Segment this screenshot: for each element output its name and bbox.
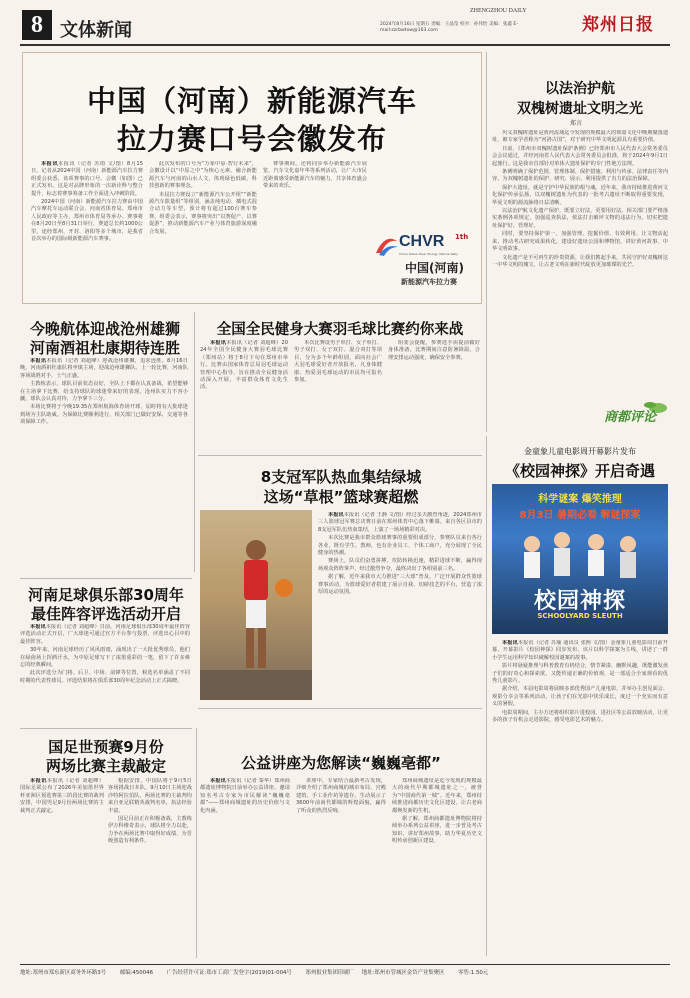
commentary-badge xyxy=(602,400,668,426)
story7-headline-2: 两场比赛主裁敲定 xyxy=(45,757,166,775)
footer-printer: 郑州报业集团印刷厂 xyxy=(305,970,355,976)
story2-headline-2: 河南酒祖杜康期待连胜 xyxy=(29,339,180,357)
basketball-photo xyxy=(200,510,312,700)
story5-body xyxy=(20,624,190,720)
column-divider xyxy=(486,52,487,432)
story5-headline-2: 最佳阵容评选活动开启 xyxy=(30,605,181,623)
logo-cn-line2: 新能源汽车拉力赛 xyxy=(401,278,457,286)
story4-paragraph: 本报讯本报讯（记者 王静 文/图）经过多天激烈角逐，2024郑州市三人篮球冠军赛总决赛日前在郑州体育中心落下帷幕。来自各区县市的8支冠军队伍热血集结，上演了一场场精彩对决。 xyxy=(318,512,482,533)
story3-paragraph: 本报讯本报讯（记者 刘超峰）2024年全国全民健身大赛羽毛球比赛（郑州站）将于8月下旬在郑州市举行。比赛由国家体育总局羽毛球运动管理中心指导，旨在推动全民健身活动深入开展，丰富群众体育文化生活。 xyxy=(200,340,288,391)
story4-paragraph: 据了解，近年来我市大力推进“三大球”普及，广泛开展群众性篮球赛事活动，为篮球爱好者搭建了展示自我、切磋技艺的平台，营造了浓厚的运动氛围。 xyxy=(318,574,482,596)
story5-paragraph: 此次评选分为门将、后卫、中场、前锋等位置，候选名单涵盖了不同时期的代表性球员。评选结果将在俱乐部30周年纪念活动上正式揭晓。 xyxy=(20,670,190,684)
story7-body-col-1 xyxy=(20,778,104,958)
column-divider xyxy=(486,436,487,956)
commentary-headline-1: 以法治护航 xyxy=(545,81,615,97)
footer-bar xyxy=(20,968,670,980)
story5-paragraph: 本报讯本报讯（记者 刘超峰）日前，河南足球俱乐部30周年最佳阵容评选活动正式开启，广大球迷可通过官方平台参与投票，评选出心目中的最佳阵容。 xyxy=(20,624,190,645)
poster-tagline-2: 8月3日 暑期必看 解谜探案 xyxy=(519,510,641,521)
logo-cn-line1: 中国(河南) xyxy=(405,261,464,275)
commentary-paragraph: 保护大遗址，就是守护中华民族的根与魂。近年来，我市持续推进黄河文化保护传承弘扬，以双槐树遗址为代表的一批考古遗址不断取得重要发现，华夏文明的源流脉络日益清晰。 xyxy=(492,184,668,206)
story4-headline-1: 8支冠军队热血集结绿城 xyxy=(260,468,422,486)
story4-paragraph: 赛场上，队员们奋勇拼搏，攻防转换迅速，精彩进球不断，赢得现场观众阵阵掌声。经过激烈争夺，最终决出了各组别前三名。 xyxy=(318,558,482,572)
film-paragraph: 据介绍，本届电影周将展映多部优秀国产儿童电影，并举办主创见面会、观影分享会等系列活动，让孩子们在光影中快乐成长，度过一个充实而有意义的暑假。 xyxy=(492,686,668,708)
lead-body-col-2 xyxy=(149,161,257,299)
logo-subtitle: China Yellow River Energy Vehicle Rally xyxy=(399,252,458,256)
story8-paragraph: 据了解，郑州商都遗址博物院将持续举办系列公益讲座，进一步普及考古知识，讲好郑州故事，助力华夏历史文明传承创新区建设。 xyxy=(392,816,482,845)
story4-headline-2: 这场“草根”篮球赛超燃 xyxy=(263,488,419,506)
commentary-headline-2: 双槐树遗址文明之光 xyxy=(517,101,643,117)
story3-body-col-3 xyxy=(388,340,480,450)
film-poster xyxy=(492,484,668,634)
lead-body-col-3 xyxy=(263,161,367,299)
story7-paragraph: 国足目前正在积极备战，主教练伊万科维奇表示，球队将全力以赴，力争在两场比赛中取得好成绩，为晋级创造有利条件。 xyxy=(108,816,192,845)
commentary-body xyxy=(492,130,668,395)
date-line: 2024年8月16日 星期五 责编：王晶莹 校对：孙伟怡 美编：张鑫 E-mail:zzrbwtxw@163.com xyxy=(380,22,518,33)
footer-postcode: 邮编:450046 xyxy=(119,970,154,976)
story2-paragraph: 本报讯本报讯（记者 刘超峰）迎战沧州雄狮，追求连胜。8月16日晚，河南酒祖杜康队将坐镇主场，迎战沧州雄狮队。上一轮比赛，河南队客场战胜对手，士气正盛。 xyxy=(20,358,188,379)
lead-paragraph: 本报讯本报讯（记者 苏雨 文/图）8月15日，记者从2024中国（河南）新能源汽车拉力赛组委会获悉，该项赛事的口号、会徽（如图）已正式发布。这是对品牌形象的一次新诠释与整合提升，标志着赛事筹备工作全面进入冲刺阶段。 xyxy=(31,161,143,197)
story8-body-col-2 xyxy=(296,778,386,958)
story8-body-col-3 xyxy=(392,778,482,958)
page-number-badge: 8 xyxy=(22,10,52,40)
film-label: 金童象儿童电影周开幕影片发布 xyxy=(524,447,636,456)
section-divider xyxy=(198,455,482,456)
story8-paragraph: 本报讯本报讯（记者 秦华）郑州商都遗址博物院日前举办公益讲座，邀请知名考古专家为市民解读“巍巍亳都”——郑州商城遗址的历史价值与文化内涵。 xyxy=(200,778,290,814)
film-paragraph: 电影周期间，主办方还将组织影片进校园、进社区等公益放映活动，让更多的孩子有机会走进影院，感受电影艺术的魅力。 xyxy=(492,709,668,724)
header-rule xyxy=(20,44,670,46)
section-divider xyxy=(20,728,192,729)
footer-license: 广告经营许可证:郑市工商广发登字(2019)01-004号 xyxy=(166,970,292,976)
story8-body-col-1 xyxy=(200,778,290,958)
story7-body-col-2 xyxy=(108,778,192,958)
commentary-paragraph: 日前，《郑州市双槐树遗址保护条例》已经郑州市人民代表大会常务委员会会议通过，并经河南省人民代表大会常务委员会批准，将于2024年9月1日起施行。这是我市首部针对单体大遗址保护的专门性地方法规。 xyxy=(492,145,668,167)
film-body xyxy=(492,640,668,950)
basketball-player-image xyxy=(200,510,312,700)
lead-story-box xyxy=(22,52,482,304)
logo-wordmark: CHVR xyxy=(399,233,445,250)
story2-body xyxy=(20,358,188,578)
story2-headline-1: 今晚航体迎战沧州雄狮 xyxy=(29,320,180,338)
footer-price: 零售:1.50元 xyxy=(458,970,489,976)
lead-paragraph: 本届拉力赛设立“新能源汽车公开组”“新能源汽车限量组”等组别，涵盖纯电动、插电式混合动力等车型，预计将有超过100台赛车参赛。组委会表示，赛事将突出“以赛促产、以赛促游”，推动新能源汽车产业与体育旅游深度融合发展。 xyxy=(149,191,257,235)
lead-paragraph: 赛事期间，还将同步举办新能源汽车展览、汽车文化嘉年华等系列活动，让广大市民近距离感受新能源汽车的魅力，共享体育盛会带来的欢乐。 xyxy=(263,161,367,190)
rally-swirl-icon xyxy=(373,235,399,257)
story7-headline-1: 国足世预赛9月份 xyxy=(48,738,164,756)
story7-paragraph: 本报讯本报讯（记者 刘超峰）国际足联公布了2026年美加墨世界杯亚洲区预选赛第三阶段比赛的裁判安排，中国男足9月份两场比赛的主裁判正式敲定。 xyxy=(20,778,104,814)
section-label: 文体新闻 xyxy=(60,20,132,41)
story8-paragraph: 讲座中，专家结合最新考古发现，详细介绍了郑州商城的城市布局、宫殿建筑、手工业作坊等遗存，生动展示了3600年前商代都城的辉煌面貌，赢得了听众的热烈反响。 xyxy=(296,778,386,814)
story4-body xyxy=(318,512,482,702)
rally-logo xyxy=(373,233,477,297)
section-divider xyxy=(20,578,192,579)
story7-paragraph: 根据安排，中国队将于9月5日客场挑战日本队，9月10日主场迎战沙特阿拉伯队。两场比赛的主裁判均来自亚足联精英裁判名单，执法经验丰富。 xyxy=(108,778,192,814)
column-divider xyxy=(196,728,197,958)
story3-headline: 全国全民健身大赛羽毛球比赛约你来战 xyxy=(216,322,464,338)
commentary-paragraph: 同时，要坚持保护第一、加强管理、挖掘价值、有效利用、让文物活起来，推动考古研究成果转化，建设好遗址公园和博物馆，讲好黄河故事、中华文明故事。 xyxy=(492,231,668,253)
story3-paragraph: 本次比赛设男子单打、女子单打、男子双打、女子双打、混合双打等项目，分为多个年龄组别，面向社会广大羽毛球爱好者开放报名，凡身体健康、热爱羽毛球运动的市民均可报名参加。 xyxy=(294,340,382,384)
film-headline: 《校园神探》开启奇遇 xyxy=(504,462,655,480)
footer-printer-address: 地址:郑州市管城区金岱产业集聚区 xyxy=(361,970,445,976)
masthead-brand: 郑州日报 xyxy=(582,15,654,35)
commentary-paragraph: 巩义双槐树遗址是黄河流域迄今发现的规模最大的仰韶文化中晚期聚落遗址，被专家学者称为“河洛古国”，对于研究中华文明起源具有重要价值。 xyxy=(492,130,668,144)
poster-tagline-1: 科学谜案 爆笑推理 xyxy=(538,494,622,505)
footer-rule xyxy=(20,964,670,965)
story5-paragraph: 30年来，河南足球经历了风风雨雨，涌现出了一大批优秀球员，他们在绿茵场上挥洒汗水，为中原足球写下了浓墨重彩的一笔，留下了许多难忘的经典瞬间。 xyxy=(20,647,190,669)
story8-paragraph: 郑州商城遗址是迄今发现的规模最大的商代早期都城遗址之一，被誉为“中国商代第一城”。近年来，郑州持续推进商都历史文化区建设，让古老商都焕发新的生机。 xyxy=(392,778,482,814)
story2-paragraph: 主教练表示，球队目前状态良好，全队上下都在认真备战，希望能够在主场拿下比赛，给支持球队的球迷带来好的表现。沧州队实力不容小觑，球队会认真对待，力争拿下三分。 xyxy=(20,381,188,403)
story3-body-col-1 xyxy=(200,340,288,450)
section-divider xyxy=(198,708,482,709)
story3-body-col-2 xyxy=(294,340,382,450)
story4-paragraph: 本次比赛是我市群众篮球赛事的重要组成部分，参赛队员来自各行各业，既有学生、教师，也有企业员工、个体工商户，充分展现了全民健身的热潮。 xyxy=(318,535,482,557)
story8-headline: 公益讲座为您解读“巍巍亳都” xyxy=(241,754,441,772)
story3-paragraph: 组委会提醒，参赛选手需提前做好身体准备，比赛期间注意防暑降温，合理安排运动强度，确保安全参赛。 xyxy=(388,340,480,361)
lead-body-col-1 xyxy=(31,161,143,299)
poster-title: 校园神探 xyxy=(533,589,626,614)
commentary-byline: 郑言 xyxy=(570,120,583,127)
story2-paragraph: 本场比赛将于今晚19:35在郑州航海体育场开球，届时将有大批球迷到场为主队助威。为保障比赛顺利进行，相关部门已做好安保、交通等各项保障工作。 xyxy=(20,404,188,426)
commentary-paragraph: 文化遗产是不可再生的珍贵资源。让我们携起手来，共同守护好双槐树这一中华文明的瑰宝，让古老文明在新时代绽放更加璀璨的光芒。 xyxy=(492,254,668,268)
footer-address: 地址:郑州市郑东新区商务外环路3号 xyxy=(20,970,107,976)
commentary-paragraph: 以法治护航文化遗产保护，既要立好法，更要用好法。相关部门要严格落实条例各项规定，加强巡查执法，依法打击破坏文物的违法行为，切实把遗址保护好、管理好。 xyxy=(492,208,668,229)
logo-edition: 1th xyxy=(455,233,469,241)
film-paragraph: 本报讯本报讯（记者 苏瑜 通讯员 张熙 文/图）金童象儿童电影周日前开幕，开幕影片《校园神探》同步发布，该片以科学探案为主线，讲述了一群小学生运用科学知识破解校园谜案的故事。 xyxy=(492,640,668,661)
lead-paragraph: 此次发布的口号为“万象中原·智行未来”，会徽设计以“中原之中”为核心元素，融合新能源汽车与河南的山水人文，体现绿色低碳、科技创新的赛事理念。 xyxy=(149,161,257,190)
commentary-paragraph: 条例明确了保护范围、管理体制、保护措施、利用与传承、法律责任等内容，为双槐树遗址的保护、研究、展示、利用提供了有力的法治保障。 xyxy=(492,169,668,183)
lead-paragraph: 2024中国（河南）新能源汽车拉力赛由中国汽车摩托车运动联合会、河南省体育局、郑州市人民政府等主办，郑州市体育局等承办。赛事将在8月20日至8月31日举行，赛道总长约1000公里，途经郑州、开封、洛阳等多个城市，是我省首次举办的国际级新能源汽车赛事。 xyxy=(31,199,143,243)
column-divider xyxy=(194,312,195,572)
badge-text: 商都评论 xyxy=(604,410,657,425)
story5-headline-1: 河南足球俱乐部30周年 xyxy=(28,586,184,604)
lead-headline-1: 中国（河南）新能源汽车 xyxy=(86,84,417,118)
lead-headline-2: 拉力赛口号会徽发布 xyxy=(116,122,387,156)
film-paragraph: 影片将悬疑推理与科普教育有机结合，情节紧凑、幽默风趣，既能激发孩子们的好奇心和探索欲，又能传递正确的价值观，是一部适合全家观看的优秀儿童影片。 xyxy=(492,663,668,685)
masthead-en: ZHENGZHOU DAILY xyxy=(470,8,527,14)
poster-title-en: SCHOOLYARD SLEUTH xyxy=(537,612,623,620)
